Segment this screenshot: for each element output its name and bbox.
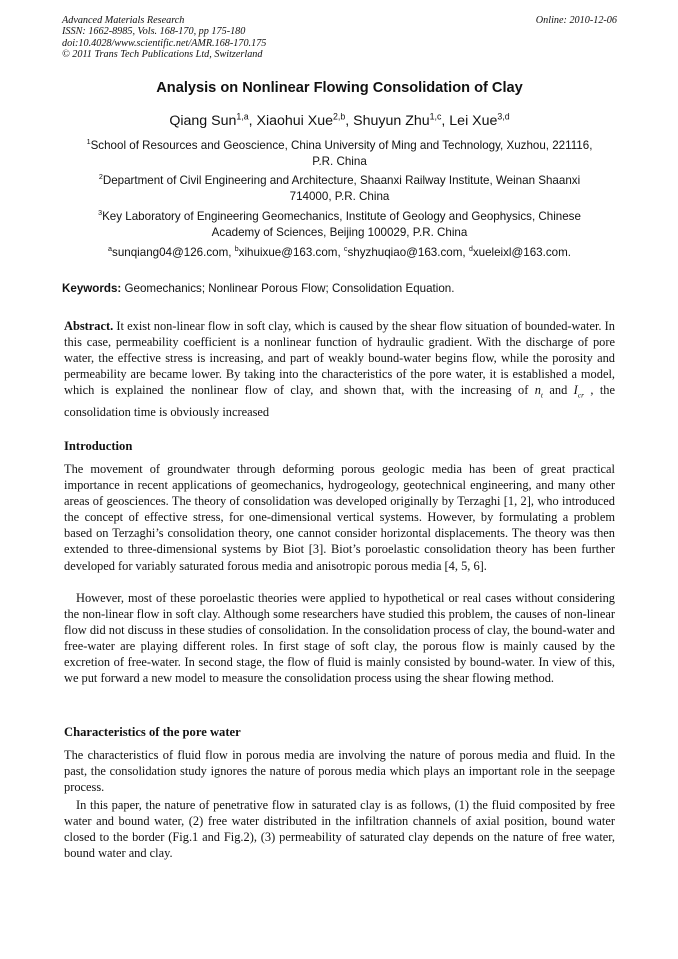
author-affil-sup: 1,a bbox=[236, 111, 249, 122]
affiliation-1 bbox=[62, 138, 617, 170]
affil-number: 1 bbox=[86, 137, 91, 147]
affil-line: 714000, P.R. China bbox=[289, 190, 390, 203]
author-affil-sup: 3,d bbox=[497, 111, 510, 122]
journal-header bbox=[62, 15, 617, 61]
paper-title: Analysis on Nonlinear Flowing Consolidation of Clay bbox=[156, 80, 523, 96]
copyright-line: © 2011 Trans Tech Publications Ltd, Switzerland bbox=[62, 49, 263, 61]
affiliation-3 bbox=[62, 209, 617, 241]
affil-line: Academy of Sciences, Beijing 100029, P.R. China bbox=[211, 226, 468, 239]
email-address: sunqiang04@126.com, bbox=[112, 246, 235, 259]
author-separator: , bbox=[441, 113, 450, 129]
issn-line: ISSN: 1662-8985, Vols. 168-170, pp 175-180 bbox=[62, 26, 246, 38]
email-address: xueleixl@163.com. bbox=[472, 246, 571, 259]
affil-line: P.R. China bbox=[312, 155, 367, 168]
email-sup: a bbox=[108, 244, 113, 254]
author-list bbox=[62, 113, 617, 129]
intro-paragraph-1: The movement of groundwater through deforming porous geologic media has been of great practical importance in recent applications of geomechanics, hydrogeology, geotechnical engineering, and many other areas of geosciences. The theory of consolidation was developed originally by Terzaghi [1, 2], who introduced the concept of effective stress, for one-dimensional vertical systems. However, by formulating a problem based on Terzaghi’s consolidation theory, one cannot consider horizontal displacements. The theory was then extended to three-dimensional systems by Biot [3]. Biot’s poroelastic consolidation theory has been further developed for variably saturated forous media and anisotropic porous media [4, 5, 6]. bbox=[64, 462, 615, 573]
affil-line: School of Resources and Geoscience, China University of Ming and Technology, Xuzhou, 221116, bbox=[90, 139, 593, 152]
author-name: Shuyun Zhu bbox=[353, 113, 430, 129]
email-address: xihuixue@163.com, bbox=[238, 246, 344, 259]
char-paragraph-1: The characteristics of fluid flow in porous media are involving the nature of porous media and fluid. In the past, the consolidation study ignores the nature of porous media which plays an important role in the seepage process. bbox=[64, 748, 615, 795]
abstract-label: Abstract. bbox=[64, 319, 114, 333]
char-paragraph-2: In this paper, the nature of penetrative flow in saturated clay is as follows, (1) the fluid composited by free water and bound water, (2) free water distributed in the infiltration channels of axial position, bound water closed to the border (Fig.1 and Fig.2), (3) permeability of saturated clay depends on the nature of free water, bound water and clay. bbox=[64, 798, 615, 861]
author-separator: , bbox=[345, 113, 354, 129]
author-name: Qiang Sun bbox=[169, 113, 237, 129]
section-heading-introduction: Introduction bbox=[64, 439, 133, 453]
affil-line: Department of Civil Engineering and Architecture, Shaanxi Railway Institute, Weinan Shaanxi bbox=[102, 174, 581, 187]
journal-name: Advanced Materials Research bbox=[62, 15, 185, 26]
abstract: Abstract. It exist non-linear flow in soft clay, which is caused by the shear flow situation of bounded-water. In this case, permeability coefficient is a nonlinear function of hydraulic gradient. With the discharge of pore water, the effective stress is increasing, and part of weakly bound-water begins flow, while the porosity and permeability are became lower. By taking into the characteristics of the pore water, it is established a model, which is explained the nonlinear flow of clay, and shown that, with the increasing of $n_t$ and $I_{cr}$ , the consolidation time is obviously increased bbox=[64, 319, 615, 419]
author-name: Lei Xue bbox=[449, 113, 498, 129]
keywords-label: Keywords: bbox=[62, 282, 122, 295]
email-address: shyzhuqiao@163.com, bbox=[347, 246, 469, 259]
doi-line: doi:10.4028/www.scientific.net/AMR.168-170.175 bbox=[62, 37, 267, 49]
email-sup: d bbox=[468, 244, 473, 254]
keywords bbox=[62, 282, 617, 295]
author-name: Xiaohui Xue bbox=[256, 113, 334, 129]
email-sup: b bbox=[234, 244, 239, 254]
online-date: Online: 2010-12-06 bbox=[535, 15, 617, 26]
affil-number: 2 bbox=[98, 172, 103, 182]
author-affil-sup: 2,b bbox=[333, 111, 346, 122]
abstract-text: It exist non-linear flow in soft clay, which is caused by the shear flow situation of bounded-water. In this case, permeability coefficient is a nonlinear function of hydraulic gradient. With the discharge of pore water, the effective stress is increasing, and part of weakly bound-water begins flow, while the porosity and permeability are became lower. By taking into the characteristics of the pore water, it is established a model, which is explained the nonlinear flow of clay, and shown that, with the increasing of bbox=[64, 319, 615, 398]
affil-number: 3 bbox=[98, 208, 103, 218]
math-symbol: $I_{cr}$ bbox=[573, 383, 584, 400]
affil-line: Key Laboratory of Engineering Geomechanics, Institute of Geology and Geophysics, Chinese bbox=[102, 210, 581, 223]
intro-paragraph-2: However, most of these poroelastic theories were applied to hypothetical or real cases without considering the non-linear flow in soft clay. Although some researchers have studied this problem, the causes of non-linear flow did not discuss in these studies of consolidation. In the consolidation process of clay, the bound-water and free-water are playing different roles. In first stage of soft clay, the porous flow is mainly caused by the excretion of free-water. In second stage, the flow of fluid is mainly consisted by bound-water. In view of this, we put forward a new model to measure the consolidation process using the shear flowing method. bbox=[64, 591, 615, 686]
section-heading-characteristics: Characteristics of the pore water bbox=[64, 725, 241, 739]
keywords-text: Geomechanics; Nonlinear Porous Flow; Consolidation Equation. bbox=[121, 282, 455, 295]
author-affil-sup: 1,c bbox=[429, 111, 442, 122]
email-sup: c bbox=[343, 244, 348, 254]
math-symbol: $n_t$ bbox=[534, 383, 543, 400]
author-separator: , bbox=[248, 113, 257, 129]
email-list bbox=[62, 246, 617, 259]
affiliation-2 bbox=[62, 173, 617, 205]
